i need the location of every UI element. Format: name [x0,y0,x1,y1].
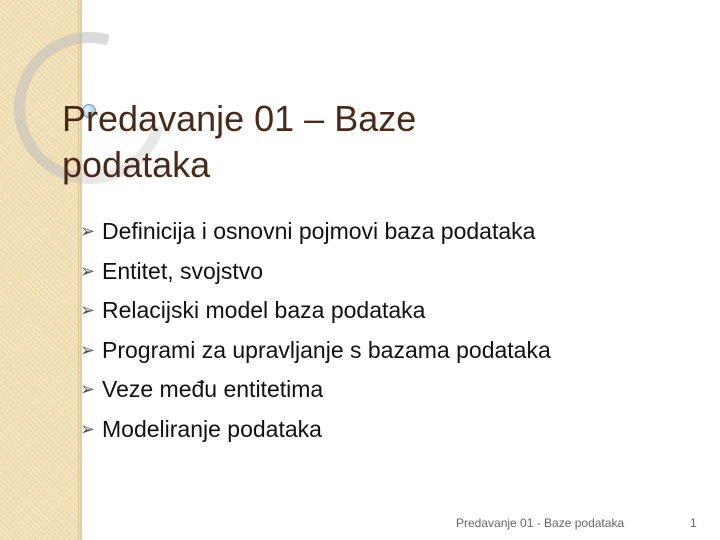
bullet-text: Relacijski model baza podataka [102,297,426,324]
arrow-bullet-icon: ➢ [80,339,96,360]
bullet-list [80,212,551,449]
bullet-item [80,331,551,371]
bullet-text: Programi za upravljanje s bazama podataka [102,336,551,363]
bullet-item [80,212,551,252]
bullet-item [80,370,551,410]
arrow-bullet-icon: ➢ [80,260,96,281]
slide-title: Predavanje 01 – Baze podataka [62,98,417,185]
bullet-text: Entitet, svojstvo [102,257,264,284]
bullet-text: Modeliranje podataka [102,415,322,442]
arrow-bullet-icon: ➢ [80,379,96,400]
bullet-text: Veze među entitetima [102,376,324,403]
slide-footer: Predavanje 01 - Baze podataka [456,516,625,530]
bullet-item [80,252,551,292]
bullet-text: Definicija i osnovni pojmovi baza podataka [102,218,536,245]
bullet-item [80,410,551,450]
arrow-bullet-icon: ➢ [80,221,96,242]
arrow-bullet-icon: ➢ [80,300,96,321]
arrow-bullet-icon: ➢ [80,418,96,439]
page-number: 1 [690,516,697,530]
bullet-item [80,291,551,331]
